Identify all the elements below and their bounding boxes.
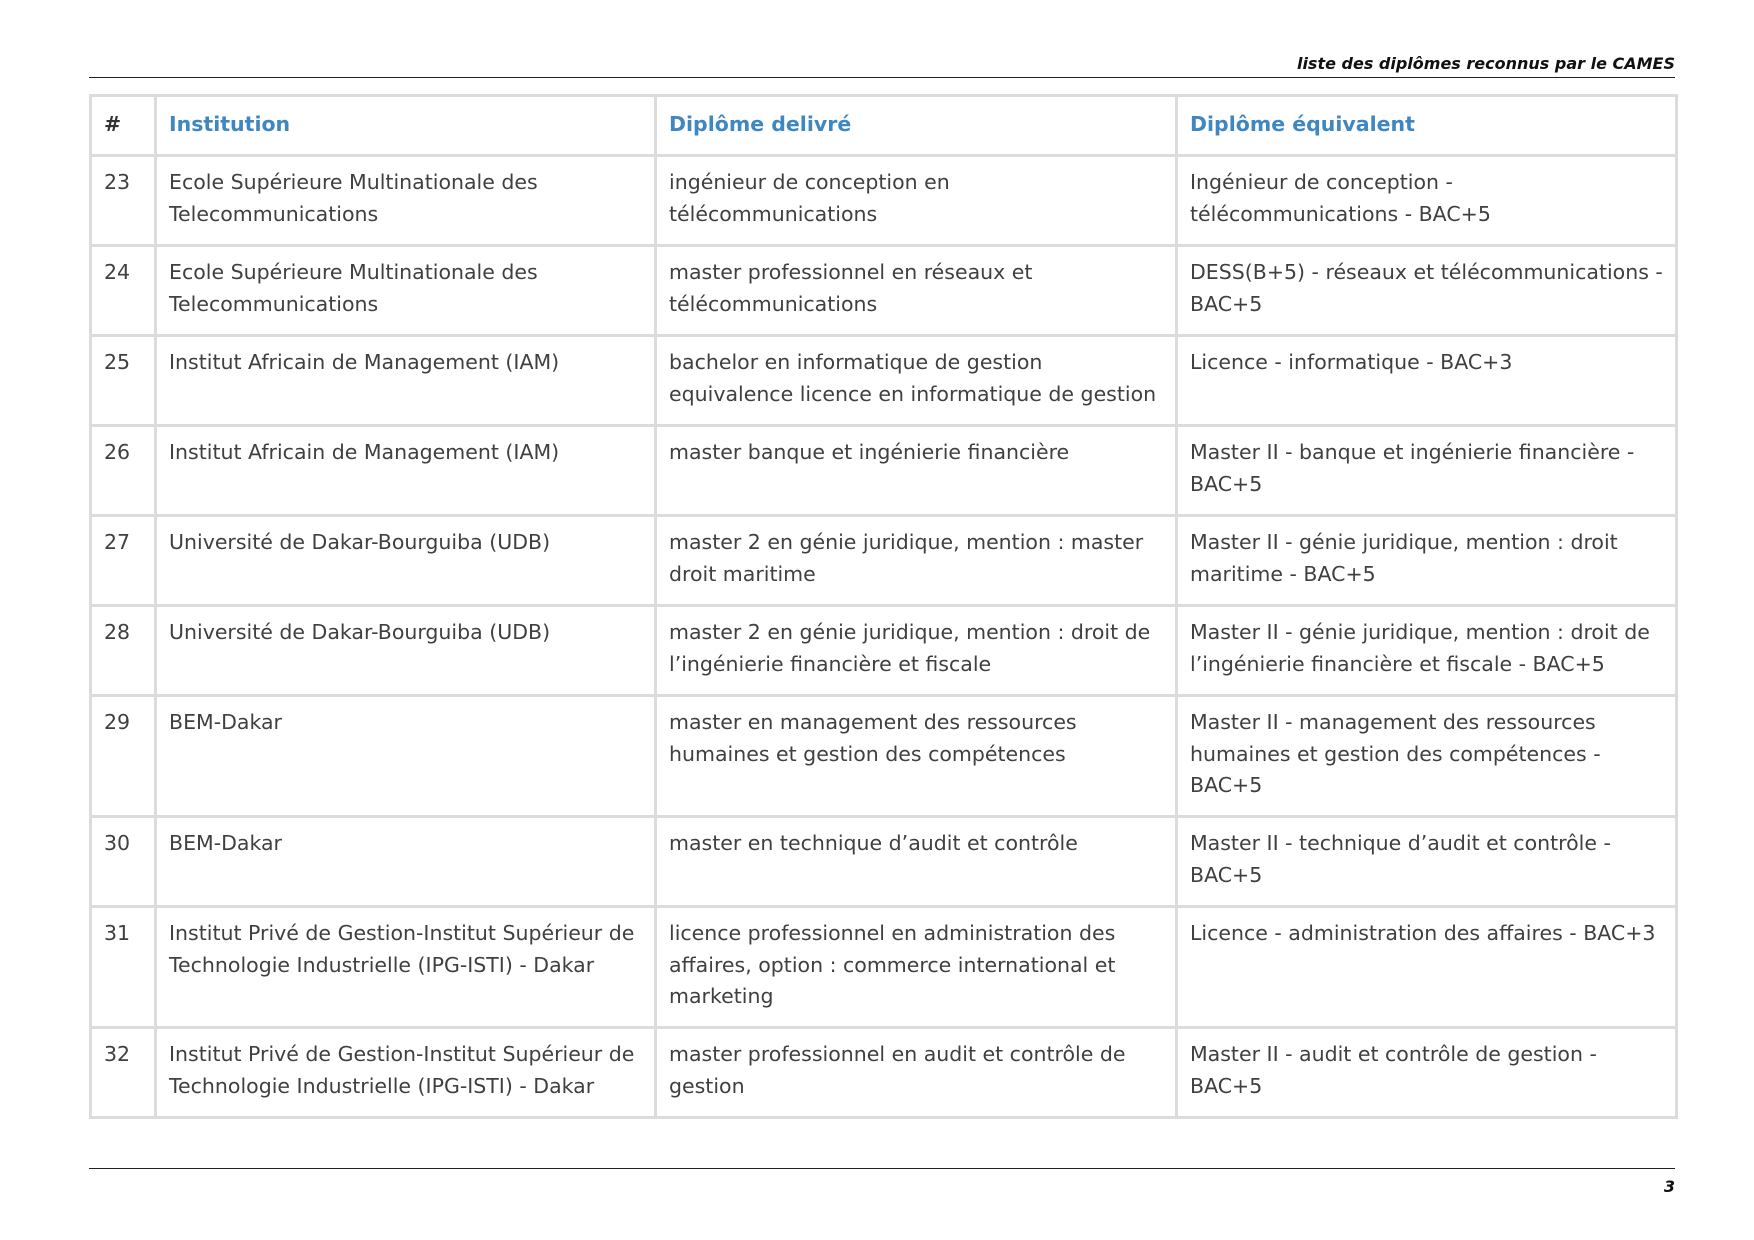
row-diplome-equivalent: Master II - management des ressources humaines et gestion des compétences - BAC+5 bbox=[1177, 696, 1677, 817]
row-diplome-equivalent: DESS(B+5) - réseaux et télécommunications - BAC+5 bbox=[1177, 246, 1677, 336]
diplomas-table bbox=[89, 94, 1678, 1119]
row-number: 25 bbox=[91, 336, 156, 426]
row-diplome-equivalent: Master II - génie juridique, mention : droit maritime - BAC+5 bbox=[1177, 516, 1677, 606]
column-header-institution: Institution bbox=[156, 96, 656, 156]
row-diplome-equivalent: Master II - technique d’audit et contrôle - BAC+5 bbox=[1177, 817, 1677, 907]
row-institution: Université de Dakar-Bourguiba (UDB) bbox=[156, 606, 656, 696]
row-institution: Institut Privé de Gestion-Institut Supérieur de Technologie Industrielle (IPG-ISTI) - Dakar bbox=[156, 1028, 656, 1118]
page-number: 3 bbox=[1663, 1177, 1675, 1196]
table-row bbox=[91, 426, 1677, 516]
row-diplome-delivre: ingénieur de conception en télécommunications bbox=[656, 156, 1177, 246]
row-diplome-delivre: master banque et ingénierie financière bbox=[656, 426, 1177, 516]
row-number: 26 bbox=[91, 426, 156, 516]
row-number: 27 bbox=[91, 516, 156, 606]
table-row bbox=[91, 246, 1677, 336]
table-row bbox=[91, 516, 1677, 606]
column-header-diplome-delivre: Diplôme delivré bbox=[656, 96, 1177, 156]
row-institution: Institut Privé de Gestion-Institut Supérieur de Technologie Industrielle (IPG-ISTI) - Dakar bbox=[156, 907, 656, 1028]
running-footer bbox=[89, 1168, 1675, 1196]
row-institution: BEM-Dakar bbox=[156, 696, 656, 817]
table-row bbox=[91, 907, 1677, 1028]
table-row bbox=[91, 817, 1677, 907]
row-diplome-delivre: master en management des ressources humaines et gestion des compétences bbox=[656, 696, 1177, 817]
row-number: 24 bbox=[91, 246, 156, 336]
row-institution: Ecole Supérieure Multinationale des Telecommunications bbox=[156, 156, 656, 246]
row-number: 31 bbox=[91, 907, 156, 1028]
row-diplome-equivalent: Licence - informatique - BAC+3 bbox=[1177, 336, 1677, 426]
row-diplome-equivalent: Master II - banque et ingénierie financière - BAC+5 bbox=[1177, 426, 1677, 516]
running-header bbox=[89, 52, 1675, 78]
row-number: 23 bbox=[91, 156, 156, 246]
column-header-number: # bbox=[91, 96, 156, 156]
row-diplome-delivre: licence professionnel en administration des affaires, option : commerce international et marketing bbox=[656, 907, 1177, 1028]
row-institution: Université de Dakar-Bourguiba (UDB) bbox=[156, 516, 656, 606]
row-institution: Institut Africain de Management (IAM) bbox=[156, 426, 656, 516]
row-institution: Institut Africain de Management (IAM) bbox=[156, 336, 656, 426]
row-diplome-delivre: master en technique d’audit et contrôle bbox=[656, 817, 1177, 907]
column-header-diplome-equivalent: Diplôme équivalent bbox=[1177, 96, 1677, 156]
table-row bbox=[91, 606, 1677, 696]
table-row bbox=[91, 336, 1677, 426]
row-number: 32 bbox=[91, 1028, 156, 1118]
row-diplome-equivalent: Licence - administration des affaires - BAC+3 bbox=[1177, 907, 1677, 1028]
row-number: 28 bbox=[91, 606, 156, 696]
row-diplome-equivalent: Ingénieur de conception - télécommunications - BAC+5 bbox=[1177, 156, 1677, 246]
row-diplome-delivre: master 2 en génie juridique, mention : master droit maritime bbox=[656, 516, 1177, 606]
row-institution: Ecole Supérieure Multinationale des Telecommunications bbox=[156, 246, 656, 336]
row-institution: BEM-Dakar bbox=[156, 817, 656, 907]
table-header-row bbox=[91, 96, 1677, 156]
row-diplome-equivalent: Master II - génie juridique, mention : droit de l’ingénierie financière et fiscale - BAC+5 bbox=[1177, 606, 1677, 696]
row-number: 30 bbox=[91, 817, 156, 907]
row-diplome-delivre: master 2 en génie juridique, mention : droit de l’ingénierie financière et fiscale bbox=[656, 606, 1177, 696]
table-row bbox=[91, 156, 1677, 246]
row-diplome-delivre: master professionnel en audit et contrôle de gestion bbox=[656, 1028, 1177, 1118]
row-number: 29 bbox=[91, 696, 156, 817]
table-row bbox=[91, 1028, 1677, 1118]
row-diplome-equivalent: Master II - audit et contrôle de gestion - BAC+5 bbox=[1177, 1028, 1677, 1118]
row-diplome-delivre: bachelor en informatique de gestion equivalence licence en informatique de gestion bbox=[656, 336, 1177, 426]
row-diplome-delivre: master professionnel en réseaux et télécommunications bbox=[656, 246, 1177, 336]
table-row bbox=[91, 696, 1677, 817]
header-title: liste des diplômes reconnus par le CAMES bbox=[1296, 54, 1675, 73]
